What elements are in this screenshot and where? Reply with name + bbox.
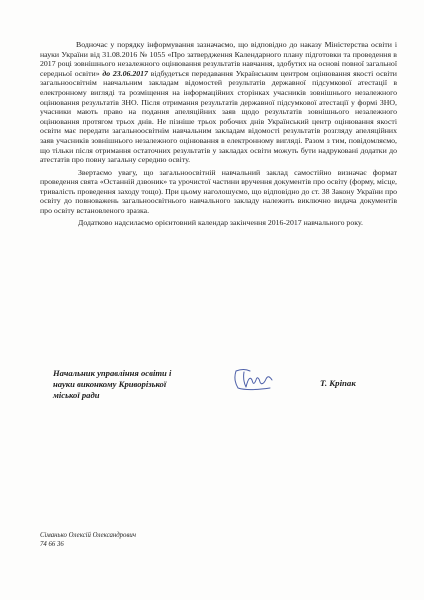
letter-body: [40, 40, 397, 231]
executor-info: [40, 532, 136, 550]
paragraph-last-bell: Звертаємо увагу, що загальноосвітній навчальний заклад самостійно визначає формат проведення свята «Останній дзвоник» та урочистої частини вручення документів про освіту (форму, місце, тривалість проведення заходу тощо). При цьому наголошуємо, що відповідно до ст. 38 Закону України про освіту до повноважень загальноосвітнього навчального закладу належить виключно видача документів про освіту встановленого зразка.: [40, 167, 397, 215]
paragraph-text: відбудеться передавання Українським центром оцінювання якості освіти загальноосвітнім навчальним закладам відомостей результатів державної підсумкової атестації в електронному вигляді та розміщення на інформаційних сторінках учасників зовнішнього незалежного оцінювання результатів ЗНО. Після отримання результатів державної підсумкової атестації у формі ЗНО, учасники мають право на подання апеляційних заяв щодо результатів зовнішнього незалежного оцінювання протягом трьох днів. Не пізніше трьох робочих днів Український центр оцінювання якості освіти має передати загальноосвітнім навчальним закладам відомості результатів розгляду апеляційних заяв учасників зовнішнього незалежного оцінювання в електронному вигляді. Разом з тим, повідомляємо, що тільки після отримання остаточних результатів у закладах освіти можуть бути надруковані додатки до атестатів про повну загальну середню освіту.: [40, 68, 397, 165]
signatory-title: [53, 368, 243, 400]
paragraph-text: Водночас у порядку інформування зазначаємо, що відповідно до наказу Міністерства освіти і науки України від 31.08.2016 № 1055 «Про затвердження Календарного плану підготовки та проведення в 2017 році зовнішнього незалежного оцінювання результатів навчання, здобутих на основі повної загальної середньої освіти»: [40, 40, 397, 78]
paragraph-results-transfer: [40, 40, 397, 165]
signatory-title-line: міської ради: [53, 389, 100, 400]
signatory-title-line: Начальник управління освіти і: [53, 368, 172, 378]
deadline-date: до 23.06.2017: [102, 68, 148, 78]
paragraph-calendar: Додатково надсилаємо орієнтовний календар закінчення 2016-2017 навчального року.: [78, 218, 363, 228]
executor-phone: 74 66 36: [40, 540, 64, 548]
signatory-title-line: науки виконкому Криворізької: [53, 378, 167, 389]
handwritten-signature: [230, 366, 278, 392]
signatory-name: Т. Кріпак: [320, 378, 356, 388]
executor-name: Сіманько Олексій Олександрович: [40, 532, 137, 539]
